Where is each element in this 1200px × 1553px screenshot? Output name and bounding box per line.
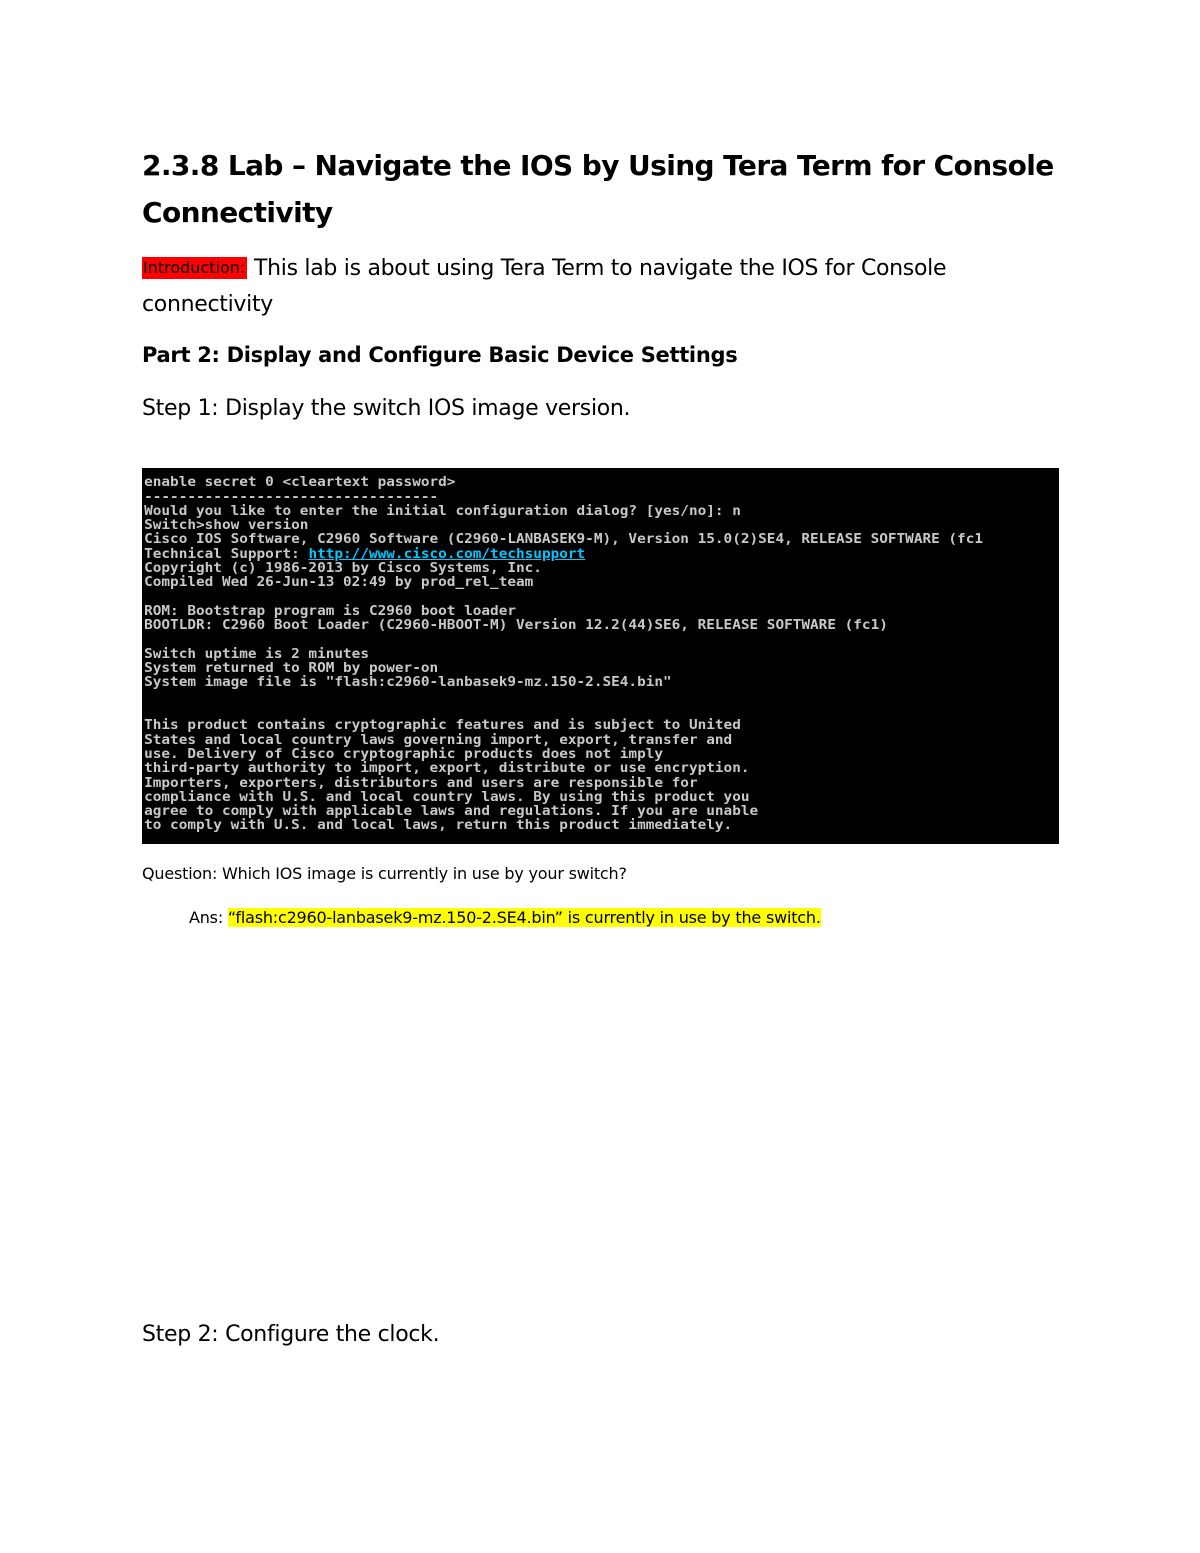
terminal-line: enable secret 0 <cleartext password> xyxy=(144,475,456,491)
terminal-output xyxy=(143,468,983,834)
terminal-line: Compiled Wed 26-Jun-13 02:49 by prod_rel_team xyxy=(144,575,534,591)
terminal-screenshot xyxy=(142,468,1059,844)
terminal-line: Importers, exporters, distributors and users are responsible for xyxy=(144,775,698,791)
terminal-line: This product contains cryptographic features and is subject to United xyxy=(144,718,741,734)
terminal-line: compliance with U.S. and local country laws. By using this product you xyxy=(144,789,750,805)
terminal-line: to comply with U.S. and local laws, return this product immediately. xyxy=(144,818,733,834)
terminal-line: ROM: Bootstrap program is C2960 boot loader xyxy=(144,603,516,619)
terminal-line: Technical Support: xyxy=(144,546,309,562)
introduction-label: Introduction: xyxy=(143,258,246,277)
terminal-line: Cisco IOS Software, C2960 Software (C2960-LANBASEK9-M), Version 15.0(2)SE4, RELEASE SOFTWARE (fc1 xyxy=(144,532,984,548)
terminal-line: Copyright (c) 1986-2013 by Cisco Systems, Inc. xyxy=(144,561,542,577)
terminal-line: BOOTLDR: C2960 Boot Loader (C2960-HBOOT-M) Version 12.2(44)SE6, RELEASE SOFTWARE (fc1) xyxy=(144,618,888,634)
answer-paragraph xyxy=(189,906,821,930)
terminal-line: System returned to ROM by power-on xyxy=(144,661,439,677)
introduction-paragraph xyxy=(142,250,1082,323)
terminal-line: third-party authority to import, export, distribute or use encryption. xyxy=(144,761,750,777)
step-2-heading: Step 2: Configure the clock. xyxy=(142,1322,440,1347)
terminal-line: agree to comply with applicable laws and regulations. If you are unable xyxy=(144,804,759,820)
terminal-line: States and local country laws governing import, export, transfer and xyxy=(144,732,733,748)
terminal-line: use. Delivery of Cisco cryptographic products does not imply xyxy=(144,746,664,762)
terminal-line: Switch>show version xyxy=(144,518,309,534)
terminal-line: System image file is "flash:c2960-lanbasek9-mz.150-2.SE4.bin" xyxy=(144,675,672,691)
terminal-line: ---------------------------------- xyxy=(144,489,439,505)
terminal-line: Would you like to enter the initial configuration dialog? [yes/no]: n xyxy=(144,503,741,519)
part-heading: Part 2: Display and Configure Basic Device Settings xyxy=(142,343,738,367)
answer-label: Ans: xyxy=(189,908,228,927)
techsupport-link[interactable]: http://www.cisco.com/techsupport xyxy=(308,546,586,562)
step-1-heading: Step 1: Display the switch IOS image version. xyxy=(142,396,631,421)
answer-highlighted-text: “flash:c2960-lanbasek9-mz.150-2.SE4.bin” is currently in use by the switch. xyxy=(227,908,821,927)
question-text: Question: Which IOS image is currently in use by your switch? xyxy=(142,864,627,883)
document-title: 2.3.8 Lab – Navigate the IOS by Using Tera Term for Console Connectivity xyxy=(142,149,1054,229)
terminal-line: Switch uptime is 2 minutes xyxy=(144,646,369,662)
introduction-text: This lab is about using Tera Term to navigate the IOS for Console connectivity xyxy=(142,256,947,317)
